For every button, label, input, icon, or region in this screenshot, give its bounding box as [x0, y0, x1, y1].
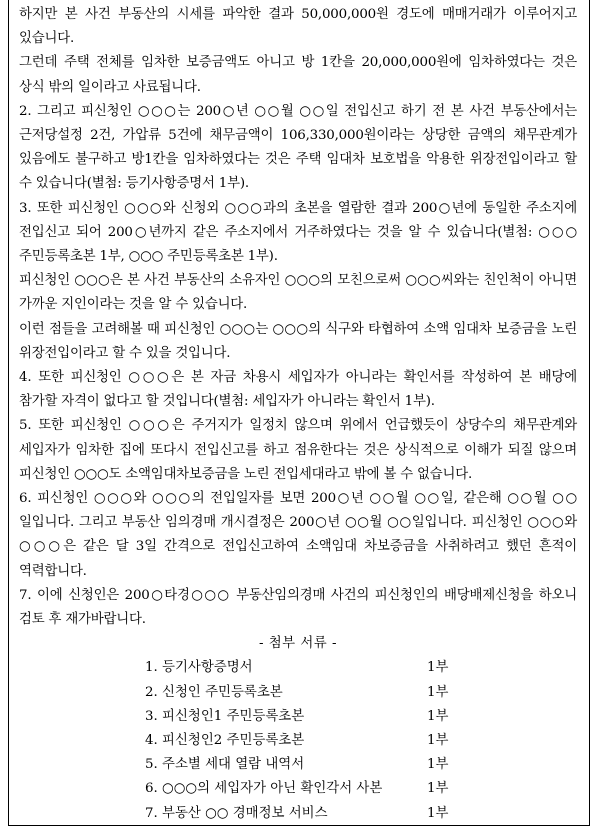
attachment-count: 1부 [427, 805, 449, 821]
paragraph-point-7: 7. 이에 신청인은 200○타경○○○ 부동산임의경매 사건의 피신청인의 배당배제신청을 하오니 검토 후 재가바랍니다. [19, 587, 577, 628]
attachment-count: 1부 [427, 684, 449, 700]
attachment-item [19, 753, 577, 777]
attachment-item [19, 705, 577, 729]
attachment-name: 7. 부동산 ○○ 경매정보 서비스 [145, 805, 328, 821]
paragraph-point-2: 2. 그리고 피신청인 ○○○는 200○년 ○○월 ○○일 전입신고 하기 전 본 사건 부동산에서는 근저당설정 2건, 가압류 5건에 채무금액이 106,330,000원이라는 상당한 금액의 채무관계가 있음에도 불구하고 방1칸을 임차하였다는 것은 주택 임대차 보호법을 악용한 위장전입이라고 할 수 있습니다(별첨: 등기사항증명서 1부). [19, 103, 577, 192]
attachment-item [19, 802, 577, 826]
document-page [8, 0, 590, 826]
attachments-title: - 첨부 서류 - [258, 636, 338, 652]
attachment-item [19, 656, 577, 680]
attachment-count: 1부 [427, 660, 449, 676]
attachments-list [19, 656, 577, 825]
attachment-name: 1. 등기사항증명서 [145, 660, 253, 676]
attachment-item [19, 681, 577, 705]
paragraph-market-price: 하지만 본 사건 부동산의 시세를 파악한 결과 50,000,000원 경도에 매매거래가 이루어지고 있습니다. [19, 7, 577, 47]
attachment-item [19, 729, 577, 753]
paragraph-point-5: 5. 또한 피신청인 ○○○은 주거지가 일정치 않으며 위에서 언급했듯이 상당수의 채무관계와 세입자가 임차한 집에 또다시 전입신고를 하고 점유한다는 것은 상식적으로 이해가 되질 않으며 피신청인 ○○○도 소액임대차보증금을 노린 전입세대라고 밖에 볼 수 없습니다. [19, 418, 577, 482]
attachment-name: 4. 피신청인2 주민등록초본 [145, 733, 305, 749]
attachment-name: 5. 주소별 세대 열람 내역서 [145, 757, 305, 773]
attachment-count: 1부 [427, 781, 449, 797]
attachment-count: 1부 [427, 708, 449, 724]
attachment-name: 6. ○○○의 세입자가 아닌 확인각서 사본 [145, 781, 383, 797]
paragraph-deposit: 그런데 주택 전체를 임차한 보증금액도 아니고 방 1칸을 20,000,000원에 임차하였다는 것은 상식 밖의 일이라고 사료됩니다. [19, 55, 577, 95]
attachment-name: 2. 신청인 주민등록초본 [145, 684, 283, 700]
paragraph-point-6: 6. 피신청인 ○○○와 ○○○의 전입일자를 보면 200○년 ○○월 ○○일, 같은해 ○○월 ○○일입니다. 그리고 부동산 임의경매 개시결정은 200○년 ○○월 ○○일입니다. 피신청인 ○○○와 ○○○은 같은 달 3일 간격으로 전입신고하여 소액임대 차보증금을 사취하려고 했던 흔적이 역력합니다. [19, 491, 577, 579]
attachment-count: 1부 [427, 733, 449, 749]
paragraph-point-4: 4. 또한 피신청인 ○○○은 본 자금 차용시 세입자가 아니라는 확인서를 작성하여 본 배당에 참가할 자격이 없다고 할 것입니다(별첨: 세입자가 아니라는 확인서 1부). [19, 370, 577, 410]
attachment-count: 1부 [427, 757, 449, 773]
attachment-name: 3. 피신청인1 주민등록초본 [145, 708, 305, 724]
attachment-item [19, 777, 577, 801]
paragraph-point-3: 3. 또한 피신청인 ○○○와 신청외 ○○○과의 초본을 열람한 결과 200○년에 동일한 주소지에 전입신고 되어 200○년까지 같은 주소지에서 거주하였다는 것을 알 수 있습니다(별첨: ○○○ 주민등록초본 1부, ○○○ 주민등록초본 1부). [19, 200, 577, 265]
paragraph-conclusion: 이런 점들을 고려해볼 때 피신청인 ○○○는 ○○○의 식구와 타협하여 소액 임대차 보증금을 노린 위장전입이라고 할 수 있을 것입니다. [19, 321, 577, 361]
paragraph-relation: 피신청인 ○○○은 본 사건 부동산의 소유자인 ○○○의 모친으로써 ○○○씨와는 친인척이 아니면 가까운 지인이라는 것을 알 수 있습니다. [19, 273, 577, 313]
